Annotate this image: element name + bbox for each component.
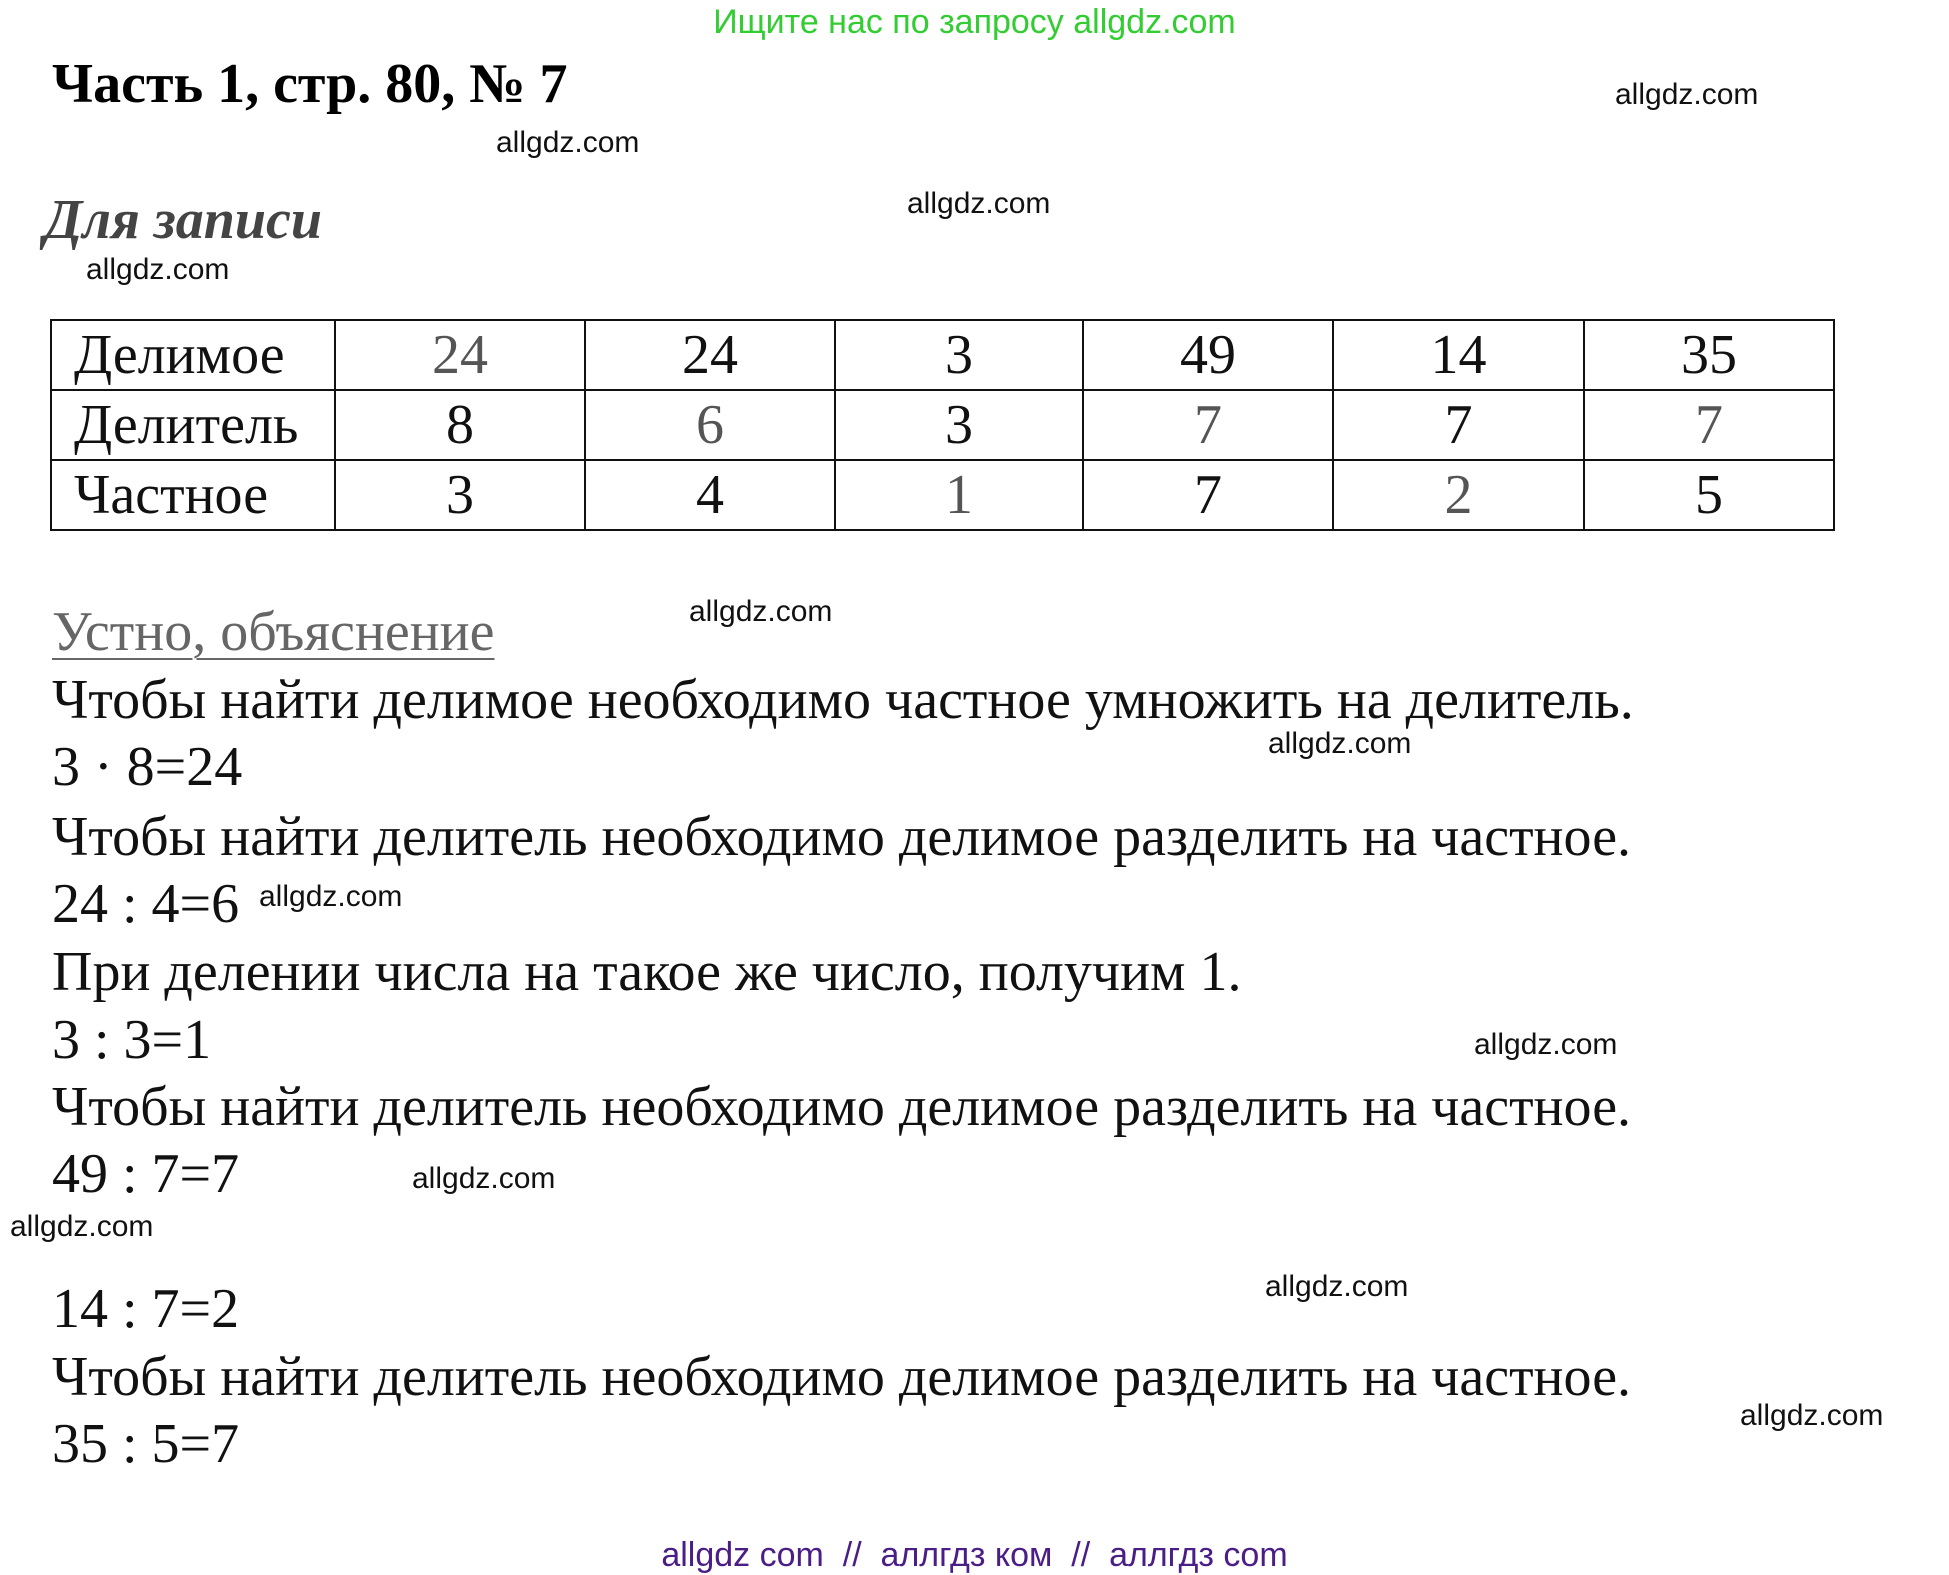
search-banner: Ищите нас по запросу allgdz.com bbox=[713, 3, 1236, 41]
table-cell: 7 bbox=[1333, 390, 1584, 460]
table-cell: 5 bbox=[1584, 460, 1834, 530]
equation-line: 24 : 4=6 bbox=[52, 873, 240, 935]
row-divisor bbox=[51, 390, 1834, 460]
footer-links: allgdz com // аллгдз ком // аллгдз com bbox=[661, 1536, 1288, 1574]
table-cell: 6 bbox=[585, 390, 835, 460]
table-cell: 8 bbox=[335, 390, 585, 460]
equation-line: 35 : 5=7 bbox=[52, 1413, 240, 1475]
table-cell: 24 bbox=[585, 320, 835, 390]
watermark: allgdz.com bbox=[907, 187, 1051, 220]
table-cell: 4 bbox=[585, 460, 835, 530]
table-cell: 2 bbox=[1333, 460, 1584, 530]
row-quotient bbox=[51, 460, 1834, 530]
explanation-line: Чтобы найти делимое необходимо частное умножить на делитель. bbox=[52, 669, 1634, 731]
table-cell: 3 bbox=[835, 320, 1083, 390]
watermark: allgdz.com bbox=[86, 253, 230, 286]
equation-line: 3 · 8=24 bbox=[52, 736, 243, 798]
table-cell: 3 bbox=[335, 460, 585, 530]
watermark: allgdz.com bbox=[1268, 727, 1412, 760]
watermark: allgdz.com bbox=[10, 1210, 154, 1243]
table-cell: 24 bbox=[335, 320, 585, 390]
table-cell: 3 bbox=[835, 390, 1083, 460]
equation-line: 3 : 3=1 bbox=[52, 1009, 212, 1071]
watermark: allgdz.com bbox=[689, 595, 833, 628]
watermark: allgdz.com bbox=[412, 1162, 556, 1195]
explanation-heading: Устно, объяснение bbox=[52, 601, 495, 663]
watermark: allgdz.com bbox=[1740, 1399, 1884, 1432]
page-title: Часть 1, стр. 80, № 7 bbox=[52, 53, 568, 115]
table-cell: 7 bbox=[1083, 390, 1333, 460]
watermark: allgdz.com bbox=[496, 126, 640, 159]
table-cell: 7 bbox=[1584, 390, 1834, 460]
table-cell: 35 bbox=[1584, 320, 1834, 390]
explanation-line: При делении числа на такое же число, получим 1. bbox=[52, 941, 1242, 1003]
table-cell: 49 bbox=[1083, 320, 1333, 390]
table-cell: 1 bbox=[835, 460, 1083, 530]
division-table bbox=[50, 319, 1835, 531]
explanation-line: Чтобы найти делитель необходимо делимое разделить на частное. bbox=[52, 1346, 1632, 1408]
table-cell: 7 bbox=[1083, 460, 1333, 530]
watermark: allgdz.com bbox=[259, 880, 403, 913]
explanation-line: Чтобы найти делитель необходимо делимое разделить на частное. bbox=[52, 1076, 1632, 1138]
row-label: Делимое bbox=[51, 320, 335, 390]
watermark: allgdz.com bbox=[1265, 1270, 1409, 1303]
explanation-line: Чтобы найти делитель необходимо делимое разделить на частное. bbox=[52, 806, 1632, 868]
equation-line: 49 : 7=7 bbox=[52, 1143, 240, 1205]
equation-line: 14 : 7=2 bbox=[52, 1278, 240, 1340]
watermark: allgdz.com bbox=[1474, 1028, 1618, 1061]
watermark: allgdz.com bbox=[1615, 78, 1759, 111]
section-subtitle: Для записи bbox=[44, 189, 322, 251]
table-cell: 14 bbox=[1333, 320, 1584, 390]
row-label: Частное bbox=[51, 460, 335, 530]
row-dividend bbox=[51, 320, 1834, 390]
row-label: Делитель bbox=[51, 390, 335, 460]
